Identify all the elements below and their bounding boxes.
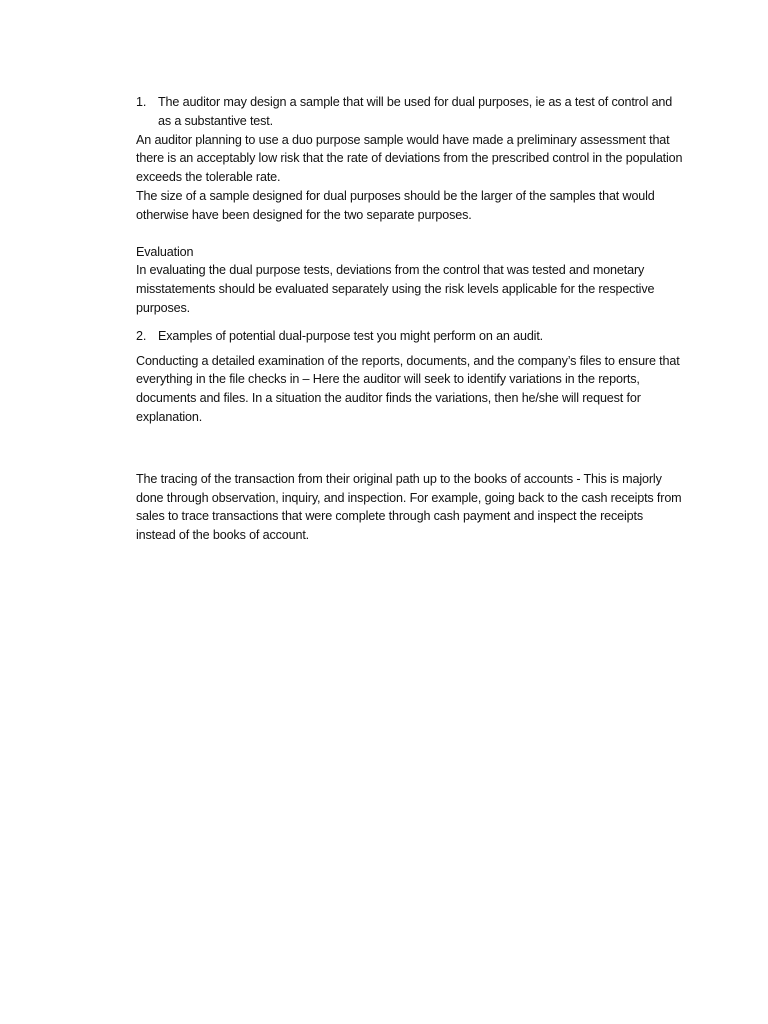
list-item-1 xyxy=(136,93,684,131)
document-body xyxy=(136,93,684,545)
list-number-2: 2. xyxy=(136,328,147,343)
spacer xyxy=(136,427,684,470)
list-item-2 xyxy=(136,327,684,346)
paragraph-tracing: The tracing of the transaction from their original path up to the books of accounts - This is majorly done through observation, inquiry, and inspection. For example, going back to the cash receipts from sales to trace transactions that were complete through cash payment and inspect the receipts instead of the books of account. xyxy=(136,471,682,543)
list-text-1: The auditor may design a sample that will be used for dual purposes, ie as a test of control and as a substantive test. xyxy=(158,95,673,128)
paragraph-assessment: An auditor planning to use a duo purpose sample would have made a preliminary assessment that there is an acceptably low risk that the rate of deviations from the prescribed control in the population exceeds the tolerable rate. xyxy=(136,132,683,185)
paragraph-sample-size: The size of a sample designed for dual purposes should be the larger of the samples that would otherwise have been designed for the two separate purposes. xyxy=(136,188,655,222)
list-number-1: 1. xyxy=(136,95,147,109)
spacer xyxy=(136,225,684,243)
evaluation-heading: Evaluation xyxy=(136,244,194,259)
list-text-2: Examples of potential dual-purpose test you might perform on an audit. xyxy=(158,328,544,343)
paragraph-evaluation: In evaluating the dual purpose tests, deviations from the control that was tested and monetary misstatements should be evaluated separately using the risk levels applicable for the respective purposes. xyxy=(136,263,655,315)
spacer xyxy=(136,318,684,327)
paragraph-examination: Conducting a detailed examination of the reports, documents, and the company’s files to ensure that everything in the file checks in – Here the auditor will seek to identify variations in the reports, documents and files. In a situation the auditor finds the variations, then he/she will request for explanation. xyxy=(136,353,680,424)
